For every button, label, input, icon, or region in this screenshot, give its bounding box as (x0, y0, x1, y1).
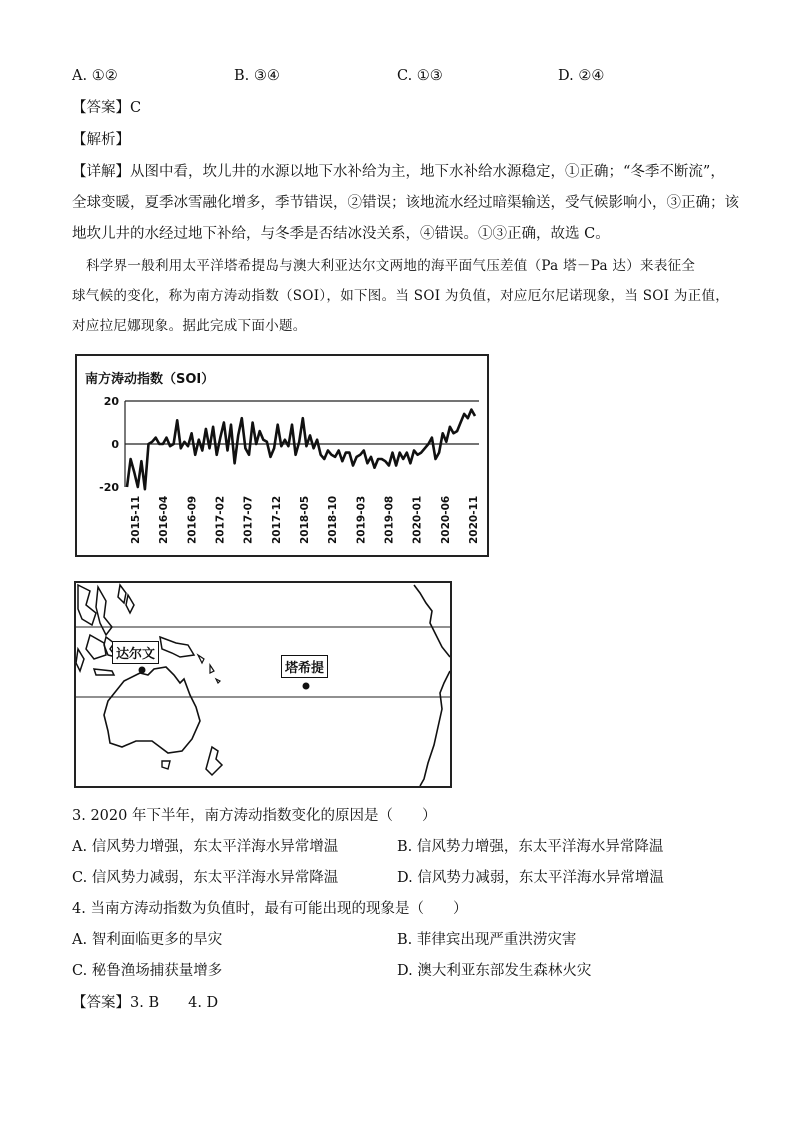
x-tick-label: 2019-03 (355, 495, 368, 544)
prev-option-d: D. ②④ (558, 68, 605, 84)
pacific-map (74, 581, 452, 788)
south-america-coast (420, 671, 450, 786)
australia (104, 667, 200, 753)
x-tick-label: 2017-12 (270, 495, 283, 544)
intro-line-1: 科学界一般利用太平洋塔希提岛与澳大利亚达尔文两地的海平面气压差值（Pa 塔－Pa 达）来表征全 (86, 258, 696, 274)
x-tick-label: 2020-06 (439, 495, 452, 544)
x-tick-label: 2016-09 (186, 495, 199, 544)
sumatra (76, 649, 84, 671)
tahiti-label: 塔希提 (281, 655, 328, 678)
soi-series-line (127, 410, 475, 490)
q3-option-d: D. 信风势力减弱，东太平洋海水异常增温 (397, 870, 664, 886)
final-answer (72, 993, 218, 1013)
island (118, 585, 126, 603)
y-tick-label: 0 (111, 438, 119, 451)
new-guinea (160, 637, 194, 657)
detail-line-2: 全球变暖，夏季冰雪融化增多，季节错误，②错误；该地流水经过暗渠输送，受气候影响小，③正确；该 (72, 195, 739, 211)
answer-tag: 【答案】 (72, 100, 130, 116)
q4-option-c: C. 秘鲁渔场捕获量增多 (72, 963, 223, 979)
q4-option-b: B. 菲律宾出现严重洪涝灾害 (397, 932, 577, 948)
x-tick-label: 2018-05 (299, 495, 311, 544)
darwin-label: 达尔文 (112, 641, 159, 664)
asia-coast (78, 585, 96, 625)
detail-line-1: 【详解】从图中看，坎儿井的水源以地下水补给为主，地下水补给水源稳定，①正确；“冬季不断流”， (72, 164, 725, 180)
soi-chart (77, 356, 487, 555)
island (126, 595, 134, 613)
q3-option-b: B. 信风势力增强，东太平洋海水异常降温 (397, 839, 664, 855)
analysis-tag: 【解析】 (72, 132, 130, 148)
answer-tag: 【答案】 (72, 995, 130, 1011)
y-tick-label: 20 (103, 395, 119, 408)
tahiti-marker (303, 683, 310, 690)
prev-option-b: B. ③④ (234, 68, 280, 84)
x-tick-label: 2019-08 (383, 495, 396, 544)
answer-value: 3. B 4. D (130, 995, 219, 1011)
q3-option-c: C. 信风势力减弱，东太平洋海水异常降温 (72, 870, 339, 886)
map-svg (76, 583, 450, 786)
darwin-marker (139, 667, 146, 674)
x-tick-label: 2020-11 (468, 495, 480, 544)
chart-title: 南方涛动指数（SOI） (85, 372, 215, 387)
x-tick-label: 2015-11 (130, 495, 142, 544)
prev-answer (72, 98, 141, 118)
q4-option-a: A. 智利面临更多的旱灾 (72, 932, 223, 948)
islands (198, 655, 220, 683)
central-america-coast (414, 585, 450, 657)
intro-line-3: 对应拉尼娜现象。据此完成下面小题。 (72, 318, 307, 334)
detail-line-3: 地坎儿井的水经过地下补给，与冬季是否结冰没关系，④错误。①③正确，故选 C。 (72, 226, 610, 242)
q4-option-d: D. 澳大利亚东部发生森林火灾 (397, 963, 592, 979)
indochina (96, 587, 112, 635)
new-zealand (206, 747, 222, 775)
q3-option-a: A. 信风势力增强，东太平洋海水异常增温 (72, 839, 339, 855)
x-tick-label: 2020-01 (411, 495, 424, 544)
prev-option-c: C. ①③ (397, 68, 443, 84)
borneo (86, 635, 106, 659)
intro-line-2: 球气候的变化，称为南方涛动指数（SOI），如下图。当 SOI 为负值，对应厄尔尼诺现象，当 SOI 为正值， (72, 288, 730, 304)
x-tick-label: 2018-10 (327, 495, 340, 544)
java (94, 669, 114, 675)
prev-option-a: A. ①② (72, 68, 118, 84)
x-tick-label: 2017-02 (214, 495, 227, 544)
tasmania (162, 761, 170, 769)
y-tick-label: -20 (99, 481, 119, 494)
soi-chart-figure (75, 354, 489, 557)
q3-stem: 3. 2020 年下半年，南方涛动指数变化的原因是（ ） (72, 808, 437, 824)
x-tick-label: 2017-07 (242, 495, 255, 544)
x-tick-label: 2016-04 (158, 495, 171, 544)
q4-stem: 4. 当南方涛动指数为负值时，最有可能出现的现象是（ ） (72, 901, 468, 917)
answer-value: C (130, 100, 142, 116)
